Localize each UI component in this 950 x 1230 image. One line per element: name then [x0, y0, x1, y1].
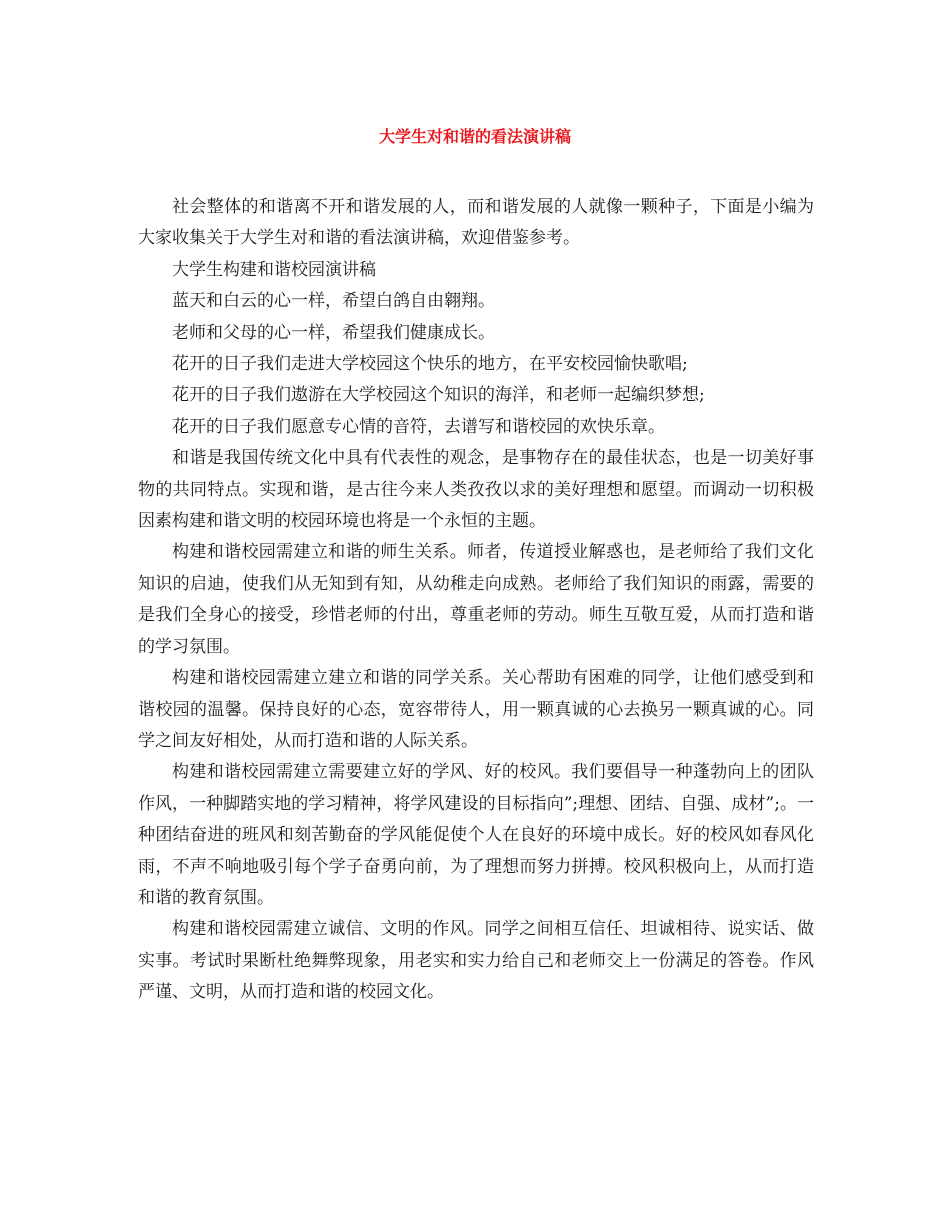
- paragraph-line: 蓝天和白云的心一样，希望白鸽自由翱翔。: [172, 291, 495, 312]
- document-body: [138, 192, 814, 1009]
- paragraph-body: 构建和谐校园需建立诚信、文明的作风。同学之间相互信任、坦诚相待、说实话、做实事。考试时果断杜绝舞弊现象，用老实和实力给自己和老师交上一份满足的答卷。作风严谨、文明，从而打造和谐的校园文化。: [138, 919, 814, 1003]
- paragraph-body: 构建和谐校园需建立需要建立好的学风、好的校风。我们要倡导一种蓬勃向上的团队作风，一种脚踏实地的学习精神，将学风建设的目标指向”;理想、团结、自强、成材”;。一种团结奋进的班风和刻苦勤奋的学风能促使个人在良好的环境中成长。好的校风如春风化雨，不声不响地吸引每个学子奋勇向前，为了理想而努力拼搏。校风积极向上，从而打造和谐的教育氛围。: [138, 762, 814, 908]
- document-title: 大学生对和谐的看法演讲稿: [378, 127, 571, 146]
- paragraph-line: 花开的日子我们愿意专心情的音符，去谱写和谐校园的欢快乐章。: [172, 416, 665, 437]
- paragraph-body: 构建和谐校园需建立和谐的师生关系。师者，传道授业解惑也，是老师给了我们文化知识的启迪，使我们从无知到有知，从幼稚走向成熟。老师给了我们知识的雨露，需要的是我们全身心的接受，珍惜老师的付出，尊重老师的劳动。师生互敬互爱，从而打造和谐的学习氛围。: [138, 542, 814, 657]
- paragraph-line: 花开的日子我们遨游在大学校园这个知识的海洋，和老师一起编织梦想;: [172, 385, 705, 406]
- paragraph-intro: 社会整体的和谐离不开和谐发展的人，而和谐发展的人就像一颗种子，下面是小编为大家收集关于大学生对和谐的看法演讲稿，欢迎借鉴参考。: [138, 197, 814, 249]
- paragraph-body: 构建和谐校园需建立建立和谐的同学关系。关心帮助有困难的同学，让他们感受到和谐校园的温馨。保持良好的心态，宽容带待人，用一颗真诚的心去换另一颗真诚的心。同学之间友好相处，从而打造和谐的人际关系。: [138, 668, 814, 751]
- paragraph-body: 和谐是我国传统文化中具有代表性的观念，是事物存在的最佳状态，也是一切美好事物的共同特点。实现和谐，是古往今来人类孜孜以求的美好理想和愿望。而调动一切积极因素构建和谐文明的校园环境也将是一个永恒的主题。: [138, 448, 814, 532]
- paragraph-line: 花开的日子我们走进大学校园这个快乐的地方，在平安校园愉快歌唱;: [172, 354, 688, 375]
- paragraph-line: 老师和父母的心一样，希望我们健康成长。: [172, 322, 495, 343]
- paragraph-subtitle: 大学生构建和谐校园演讲稿: [172, 259, 376, 280]
